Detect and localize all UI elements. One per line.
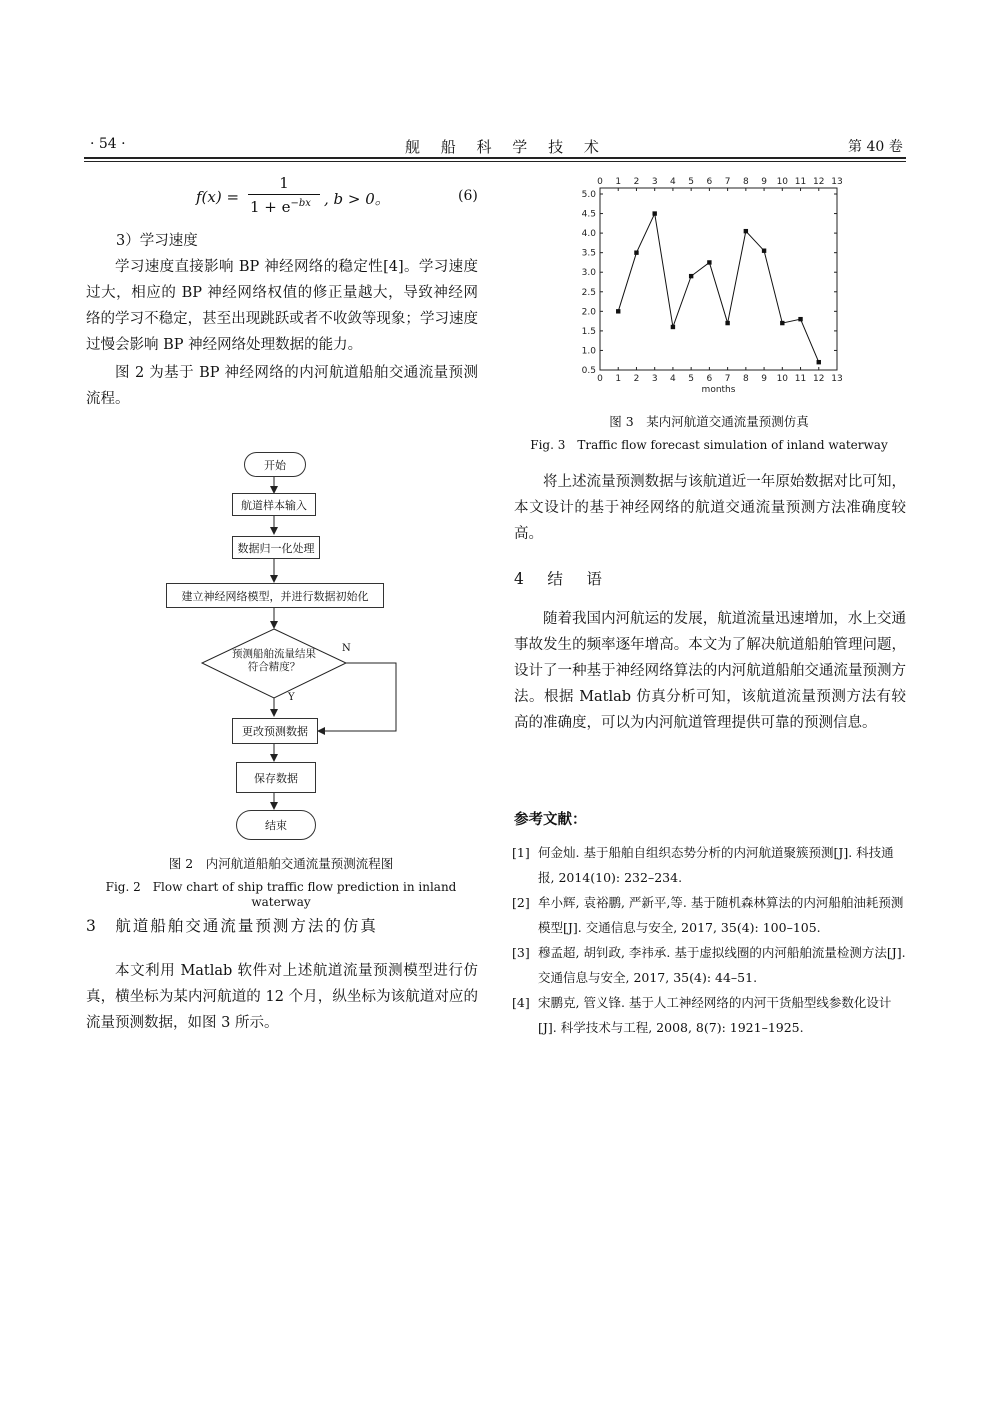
step-sample-input: 航道样本输入 [232, 493, 316, 516]
x-tick-label-top: 8 [742, 177, 749, 187]
x-tick-label-top: 4 [670, 177, 676, 187]
fig2-caption-en: Fig. 2 Flow chart of ship traffic flow prediction in inland waterway [105, 880, 457, 909]
x-tick-label: 5 [688, 374, 695, 384]
x-tick-label: 4 [670, 374, 676, 384]
y-tick-label: 1.5 [581, 326, 596, 337]
x-tick-label: 2 [633, 374, 640, 384]
header-rule [84, 157, 906, 159]
journal-title: 舰 船 科 学 技 术 [405, 138, 607, 156]
fig3-caption-en: Fig. 3 Traffic flow forecast simulation of inland waterway [530, 438, 888, 452]
step-normalize: 数据归一化处理 [232, 536, 320, 559]
paragraph: 本文利用 Matlab 软件对上述航道流量预测模型进行仿真，横坐标为某内河航道的 12 个月，纵坐标为该航道对应的流量预测数据，如图 3 所示。 [86, 963, 478, 1031]
reference-item: [2] 牟小辉, 袁裕鹏, 严新平,等. 基于随机森林算法的内河船舶油耗预测模型[J]. 交通信息与安全, 2017, 35(4): 100–105. [512, 895, 904, 935]
x-tick-label-top: 3 [651, 177, 658, 187]
left-text-block [86, 254, 478, 412]
paragraph: 学习速度直接影响 BP 神经网络的稳定性[4]。学习速度过大，相应的 BP 神经网络权值的修正量越大，导致神经网络的学习不稳定，甚至出现跳跃或者不收敛等现象；学习速度过慢会影响 BP 神经网络处理数据的能力。 [86, 259, 478, 353]
references-list [512, 840, 906, 1040]
step-build-model: 建立神经网络模型，并进行数据初始化 [166, 583, 384, 608]
subheading-learning-rate: 3）学习速度 [116, 233, 198, 249]
data-point [762, 249, 766, 253]
equation-condition: , b > 0。 [324, 190, 390, 208]
x-tick-label: 12 [813, 374, 825, 384]
page-number: · 54 · [90, 136, 126, 152]
fig3-caption-cn: 图 3 某内河航道交通流量预测仿真 [609, 414, 809, 429]
y-tick-label: 5.0 [581, 190, 596, 200]
data-point [780, 321, 784, 325]
series-line [618, 214, 819, 363]
end-node: 结束 [236, 810, 316, 840]
x-axis-label: months [701, 385, 736, 395]
traffic-flow-chart [560, 174, 860, 404]
equation-number: (6) [458, 188, 478, 204]
plot-frame [600, 188, 837, 370]
no-branch-line [318, 663, 396, 731]
x-tick-label-top: 2 [633, 177, 640, 187]
y-tick-label: 2.0 [581, 307, 596, 318]
x-tick-label-top: 0 [597, 177, 603, 187]
data-point [817, 360, 821, 364]
x-tick-label: 6 [706, 374, 713, 384]
data-point [671, 325, 675, 329]
right-text-block [514, 469, 906, 547]
reference-item: [3] 穆孟超, 胡钊政, 李祎承. 基于虚拟线圈的内河船舶流量检测方法[J]. 交通信息与安全, 2017, 35(4): 44–51. [512, 945, 906, 985]
section-3-heading: 3 航道船舶交通流量预测方法的仿真 [86, 917, 378, 935]
x-tick-label-top: 6 [706, 177, 713, 187]
decision-text: 预测船舶流量结果 符合精度？ [232, 648, 316, 673]
reference-item: [4] 宋鹏克, 管义锋. 基于人工神经网络的内河干货船型线参数化设计[J]. 科学技术与工程, 2008, 8(7): 1921–1925. [512, 995, 892, 1035]
y-tick-label: 1.0 [581, 346, 596, 357]
reference-item: [1] 何金灿. 基于船舶自组织态势分析的内河航道聚簇预测[J]. 科技通报, 2014(10): 232–234. [512, 845, 894, 885]
header-rule-thin [84, 161, 906, 162]
x-tick-label: 1 [615, 374, 622, 384]
x-tick-label: 3 [651, 374, 658, 384]
x-tick-label-top: 10 [776, 177, 789, 187]
data-point [689, 274, 693, 278]
data-point [798, 317, 802, 321]
data-point [616, 309, 620, 313]
x-tick-label-top: 7 [724, 177, 731, 187]
x-tick-label: 7 [724, 374, 731, 384]
y-tick-label: 4.0 [581, 229, 596, 240]
x-tick-label: 10 [776, 374, 789, 384]
data-point [744, 229, 748, 233]
yes-label: Y [288, 692, 295, 703]
x-tick-label-top: 13 [831, 177, 843, 187]
flowchart [160, 448, 410, 848]
equation-denominator: $1 + e^{-bx}$ [250, 198, 311, 216]
data-point [652, 211, 656, 215]
data-point [634, 250, 638, 254]
fig2-caption-cn: 图 2 内河航道船舶交通流量预测流程图 [168, 856, 394, 871]
fraction-bar [248, 194, 320, 195]
y-tick-label: 3.5 [581, 248, 596, 259]
references-title: 参考文献： [514, 811, 587, 828]
y-tick-label: 0.5 [581, 366, 596, 376]
step-save-data: 保存数据 [236, 762, 316, 793]
x-tick-label: 8 [742, 374, 749, 384]
paragraph: 图 2 为基于 BP 神经网络的内河航道船舶交通流量预测流程。 [86, 365, 478, 407]
y-tick-label: 4.5 [581, 209, 596, 220]
x-tick-label: 11 [794, 374, 807, 384]
x-tick-label-top: 1 [615, 177, 622, 187]
equation-lhs: f(x) = [196, 188, 240, 206]
y-tick-label: 3.0 [581, 268, 596, 279]
x-tick-label-top: 5 [688, 177, 695, 187]
start-node: 开始 [244, 452, 306, 477]
x-tick-label: 0 [597, 374, 603, 384]
equation-numerator: 1 [279, 174, 289, 192]
data-point [707, 260, 711, 264]
y-tick-label: 2.5 [581, 287, 596, 298]
volume-label: 第 40 卷 [848, 139, 903, 155]
x-tick-label: 13 [831, 374, 843, 384]
no-label: N [342, 643, 351, 654]
x-tick-label-top: 12 [813, 177, 825, 187]
left-text-block-2 [86, 958, 478, 1036]
section-4-heading: 4 结 语 [514, 570, 606, 588]
data-point [725, 321, 729, 325]
right-text-block-2 [514, 606, 906, 736]
x-tick-label: 9 [761, 374, 767, 384]
step-modify-prediction: 更改预测数据 [232, 718, 318, 744]
x-tick-label-top: 11 [794, 177, 807, 187]
paragraph: 随着我国内河航运的发展，航道流量迅速增加，水上交通事故发生的频率逐年增高。本文为了解决航道船舶管理问题，设计了一种基于神经网络算法的内河航道船舶交通流量预测方法。根据 Matlab 仿真分析可知，该航道流量预测方法有较高的准确度，可以为内河航道管理提供可靠的预测信息。 [514, 611, 906, 731]
x-tick-label-top: 9 [761, 177, 767, 187]
paragraph: 将上述流量预测数据与该航道近一年原始数据对比可知，本文设计的基于神经网络的航道交通流量预测方法准确度较高。 [514, 474, 906, 542]
